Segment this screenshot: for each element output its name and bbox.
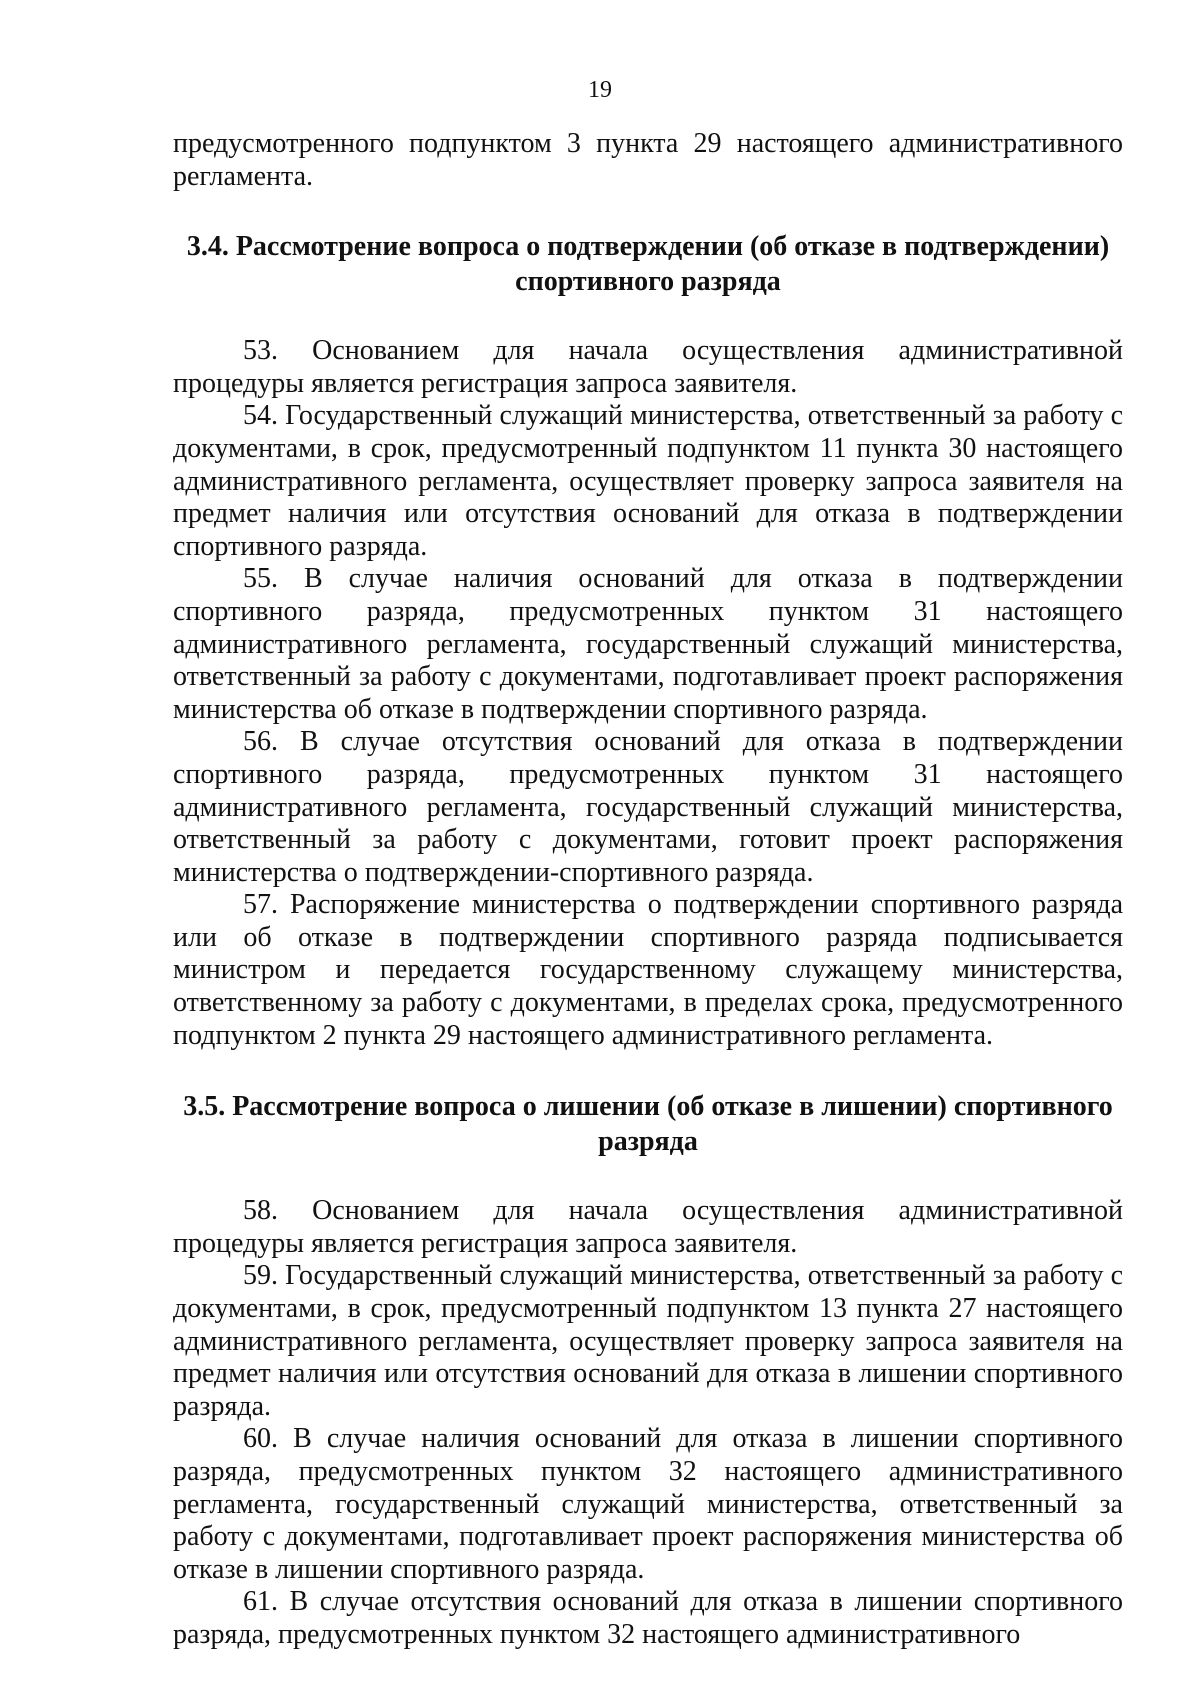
paragraph-56: 56. В случае отсутствия оснований для отказа в подтверждении спортивного разряда, предусмотренных пунктом 31 настоящего административного регламента, государственный служащий министерства, ответственный за работу с документами, готовит проект распоряжения министерства о подтверждении-спортивного разряда. [173,726,1123,888]
paragraph-61: 61. В случае отсутствия оснований для отказа в лишении спортивного разряда, предусмотренных пунктом 32 настоящего административного [173,1586,1123,1650]
paragraph-59: 59. Государственный служащий министерства, ответственный за работу с документами, в срок, предусмотренный подпунктом 13 пункта 27 настоящего административного регламента, осуществляет проверку запроса заявителя на предмет наличия или отсутствия оснований для отказа в лишении спортивного разряда. [173,1260,1123,1422]
section-3-4-heading: 3.4. Рассмотрение вопроса о подтверждении (об отказе в подтверждении) спортивного разряда [186,231,1110,298]
paragraph-60: 60. В случае наличия оснований для отказа в лишении спортивного разряда, предусмотренных пунктом 32 настоящего административного регламента, государственный служащий министерства, ответственный за работу с документами, подготавливает проект распоряжения министерства об отказе в лишении спортивного разряда. [173,1423,1123,1585]
paragraph-55: 55. В случае наличия оснований для отказа в подтверждении спортивного разряда, предусмотренных пунктом 31 настоящего административного регламента, государственный служащий министерства, ответственный за работу с документами, подготавливает проект распоряжения министерства об отказе в подтверждении спортивного разряда. [173,563,1123,725]
paragraph-57: 57. Распоряжение министерства о подтверждении спортивного разряда или об отказе в подтверждении спортивного разряда подписывается министром и передается государственному служащему министерства, ответственному за работу с документами, в пределах срока, предусмотренного подпунктом 2 пункта 29 настоящего административного регламента. [173,889,1123,1051]
intro-paragraph: предусмотренного подпунктом 3 пункта 29 настоящего административного регламента. [173,128,1123,192]
paragraph-54: 54. Государственный служащий министерства, ответственный за работу с документами, в срок, предусмотренный подпунктом 11 пункта 30 настоящего административного регламента, осуществляет проверку запроса заявителя на предмет наличия или отсутствия оснований для отказа в подтверждении спортивного разряда. [173,400,1123,562]
page-number: 19 [588,77,612,103]
page-content [173,128,1123,1652]
paragraph-53: 53. Основанием для начала осуществления административной процедуры является регистрация запроса заявителя. [173,335,1123,399]
paragraph-58: 58. Основанием для начала осуществления административной процедуры является регистрация запроса заявителя. [173,1195,1123,1259]
section-3-5-heading: 3.5. Рассмотрение вопроса о лишении (об отказе в лишении) спортивного разряда [183,1091,1113,1158]
